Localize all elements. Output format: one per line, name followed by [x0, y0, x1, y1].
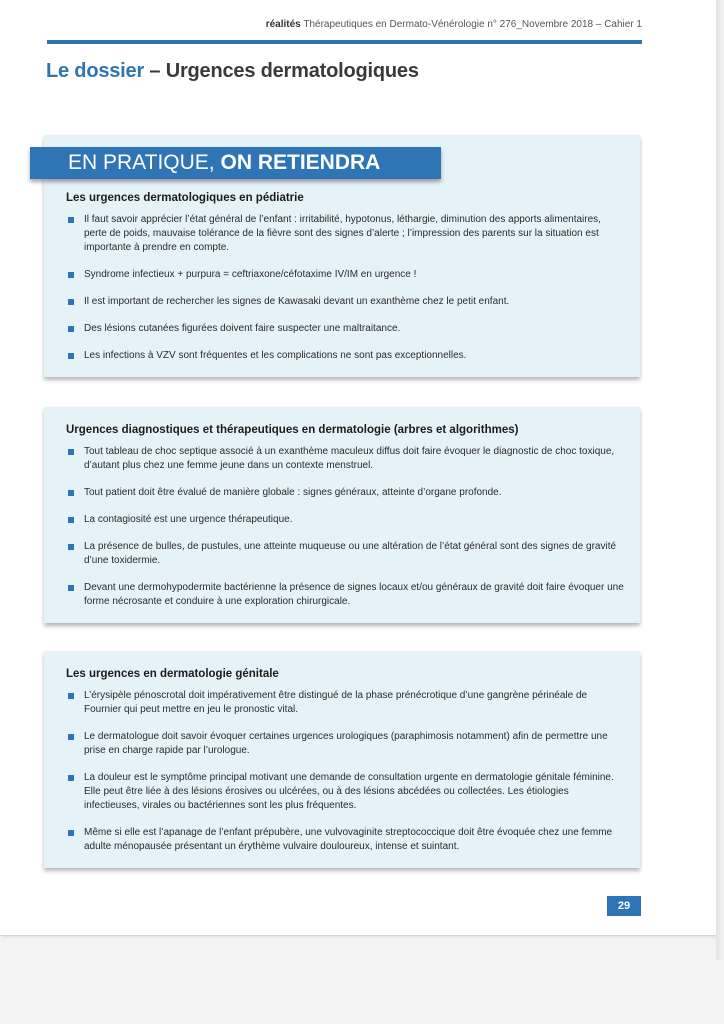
bullet-list: [64, 445, 624, 622]
list-item: La présence de bulles, de pustules, une atteinte muqueuse ou une altération de l’état général sont des signes de gravité d’une toxidermie.: [64, 540, 624, 568]
banner-text-bold: ON RETIENDRA: [220, 151, 381, 174]
bullet-square-icon: [68, 830, 74, 836]
list-item: Le dermatologue doit savoir évoquer certaines urgences urologiques (paraphimosis notamment) afin de permettre une prise en charge rapide par l’urologue.: [64, 730, 624, 758]
bullet-square-icon: [68, 449, 74, 455]
list-item: Il est important de rechercher les signes de Kawasaki devant un exanthème chez le petit enfant.: [64, 295, 624, 309]
list-item: Devant une dermohypodermite bactérienne la présence de signes locaux et/ou généraux de gravité doit faire évoquer une forme nécrosante et conduire à une exploration chirurgicale.: [64, 581, 624, 609]
issue-info: Thérapeutiques en Dermato-Vénérologie n° 276_Novembre 2018 – Cahier 1: [303, 19, 642, 30]
list-item: L’érysipèle pénoscrotal doit impérativement être distingué de la phase prénécrotique d’une gangrène périnéale de Fournier qui peut mettre en jeu le pronostic vital.: [64, 689, 624, 717]
page-title: [46, 60, 419, 83]
list-item: Tout patient doit être évalué de manière globale : signes généraux, atteinte d’organe profonde.: [64, 486, 624, 500]
summary-box-genital: [44, 651, 640, 868]
journal-name: réalités: [265, 19, 301, 30]
page-bottom-edge: [0, 935, 716, 936]
banner-text: EN PRATIQUE,: [68, 151, 215, 174]
title-separator: –: [149, 60, 161, 82]
bullet-square-icon: [68, 353, 74, 359]
list-item: Tout tableau de choc septique associé à un exanthème maculeux diffus doit faire évoquer le diagnostic de choc toxique, d’autant plus chez une femme jeune dans un contexte menstruel.: [64, 445, 624, 473]
bullet-square-icon: [68, 775, 74, 781]
bullet-list: [64, 689, 624, 867]
box-heading: Les urgences en dermatologie génitale: [66, 668, 279, 680]
list-item: La douleur est le symptôme principal motivant une demande de consultation urgente en dermatologie génitale féminine. Elle peut être liée à des lésions érosives ou ulcérées, ou à des lésions abcédées ou collectées. Les étiologies infectieuses, virales ou bactériennes sont les plus fréquentes.: [64, 771, 624, 813]
bullet-square-icon: [68, 693, 74, 699]
list-item: Il faut savoir apprécier l’état général de l’enfant : irritabilité, hypotonus, léthargie, diminution des apports alimentaires, perte de poids, mauvaise tolérance de la fièvre sont des signes d’alerte ; l’impression des parents sur la situation est importante à prendre en compte.: [64, 213, 624, 255]
en-pratique-banner: [30, 147, 441, 179]
title-kicker: Le dossier: [46, 60, 145, 82]
bullet-list: [64, 213, 624, 376]
page-right-edge: [716, 0, 724, 960]
bullet-square-icon: [68, 490, 74, 496]
bullet-square-icon: [68, 585, 74, 591]
bullet-square-icon: [68, 272, 74, 278]
bullet-square-icon: [68, 544, 74, 550]
list-item: Des lésions cutanées figurées doivent faire suspecter une maltraitance.: [64, 322, 624, 336]
bullet-square-icon: [68, 734, 74, 740]
bullet-square-icon: [68, 326, 74, 332]
running-header: [266, 19, 642, 30]
bullet-square-icon: [68, 299, 74, 305]
list-item: Même si elle est l’apanage de l’enfant prépubère, une vulvovaginite streptococcique doit être évoquée chez une femme adulte ménopausée présentant un érythème vulvaire douloureux, intense et suintant.: [64, 826, 624, 854]
list-item: Les infections à VZV sont fréquentes et les complications ne sont pas exceptionnelles.: [64, 349, 624, 363]
summary-box-algorithms: [44, 407, 640, 623]
box-heading: Urgences diagnostiques et thérapeutiques en dermatologie (arbres et algorithmes): [66, 424, 519, 436]
bullet-square-icon: [68, 517, 74, 523]
header-rule: [47, 40, 642, 44]
bullet-square-icon: [68, 217, 74, 223]
page-number: 29: [607, 896, 641, 916]
list-item: Syndrome infectieux + purpura = ceftriaxone/céfotaxime IV/IM en urgence !: [64, 268, 624, 282]
list-item: La contagiosité est une urgence thérapeutique.: [64, 513, 624, 527]
title-topic: Urgences dermatologiques: [165, 60, 419, 82]
box-heading: Les urgences dermatologiques en pédiatrie: [66, 192, 304, 204]
